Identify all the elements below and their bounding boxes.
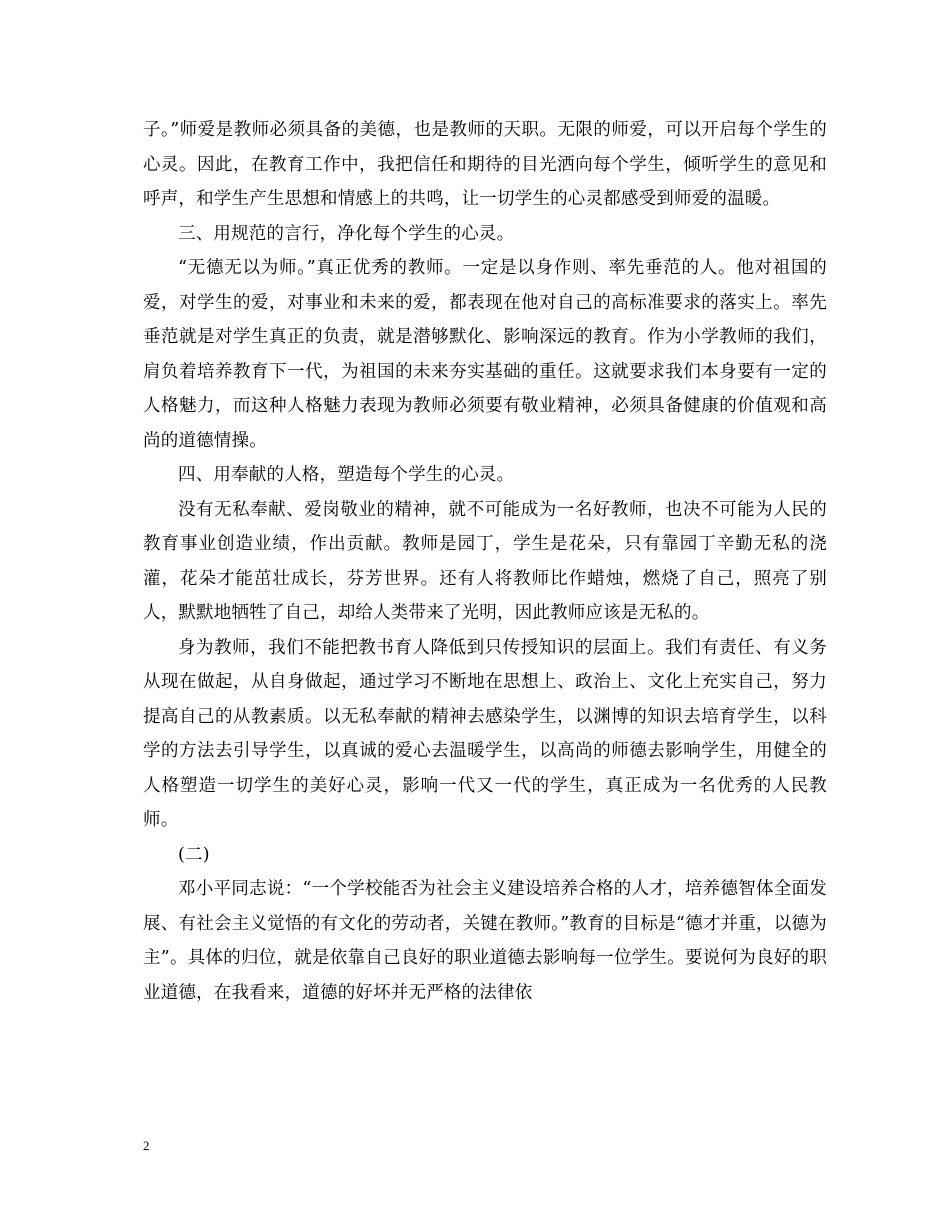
section-heading-3: 三、用规范的言行，净化每个学生的心灵。 <box>178 223 515 244</box>
paragraph-continuation: 子。”师爱是教师必须具备的美德，也是教师的天职。无限的师爱，可以开启每个学生的心灵。因此，在教育工作中，我把信任和期待的目光洒向每个学生，倾听学生的意见和呼声，和学生产生思想和情感上的共鸣，让一切学生的心灵都感受到师爱的温暖。 <box>143 120 827 209</box>
paragraph: “无德无以为师。”真正优秀的教师。一定是以身作则、率先垂范的人。他对祖国的爱，对学生的爱，对事业和未来的爱，都表现在他对自己的高标准要求的落实上。率先垂范就是对学生真正的负责，就是潜够默化、影响深远的教育。作为小学教师的我们，肩负着培养教育下一代，为祖国的未来夯实基础的重任。这就要求我们本身要有一定的人格魅力，而这种人格魅力表现为教师必须要有敬业精神，必须具备健康的价值观和高尚的道德情操。 <box>143 258 827 451</box>
section-heading-4: 四、用奉献的人格，塑造每个学生的心灵。 <box>178 465 515 485</box>
page-number: 2 <box>143 1138 150 1153</box>
body-text <box>143 113 827 1010</box>
part-heading: (二) <box>178 844 210 865</box>
paragraph: 身为教师，我们不能把教书育人降低到只传授知识的层面上。我们有责任、有义务从现在做起，从自身做起，通过学习不断地在思想上、政治上、文化上充实自己，努力提高自己的从教素质。以无私奉献的精神去感染学生，以渊博的知识去培育学生，以科学的方法去引导学生，以真诚的爱心去温暖学生，以高尚的师德去影响学生，用健全的人格塑造一切学生的美好心灵，影响一代又一代的学生，真正成为一名优秀的人民教师。 <box>143 637 827 830</box>
paragraph: 邓小平同志说：“一个学校能否为社会主义建设培养合格的人才，培养德智体全面发展、有社会主义觉悟的有文化的劳动者，关键在教师。”教育的目标是“德才并重，以德为主”。具体的归位，就是依靠自己良好的职业道德去影响每一位学生。要说何为良好的职业道德，在我看来，道德的好坏并无严格的法律依 <box>143 879 827 1003</box>
paragraph: 没有无私奉献、爱岗敬业的精神，就不可能成为一名好教师，也决不可能为人民的教育事业创造业绩，作出贡献。教师是园丁，学生是花朵，只有靠园丁辛勤无私的浇灌，花朵才能茁壮成长，芬芳世界。还有人将教师比作蜡烛，燃烧了自己，照亮了别人，默默地牺牲了自己，却给人类带来了光明，因此教师应该是无私的。 <box>143 499 827 623</box>
